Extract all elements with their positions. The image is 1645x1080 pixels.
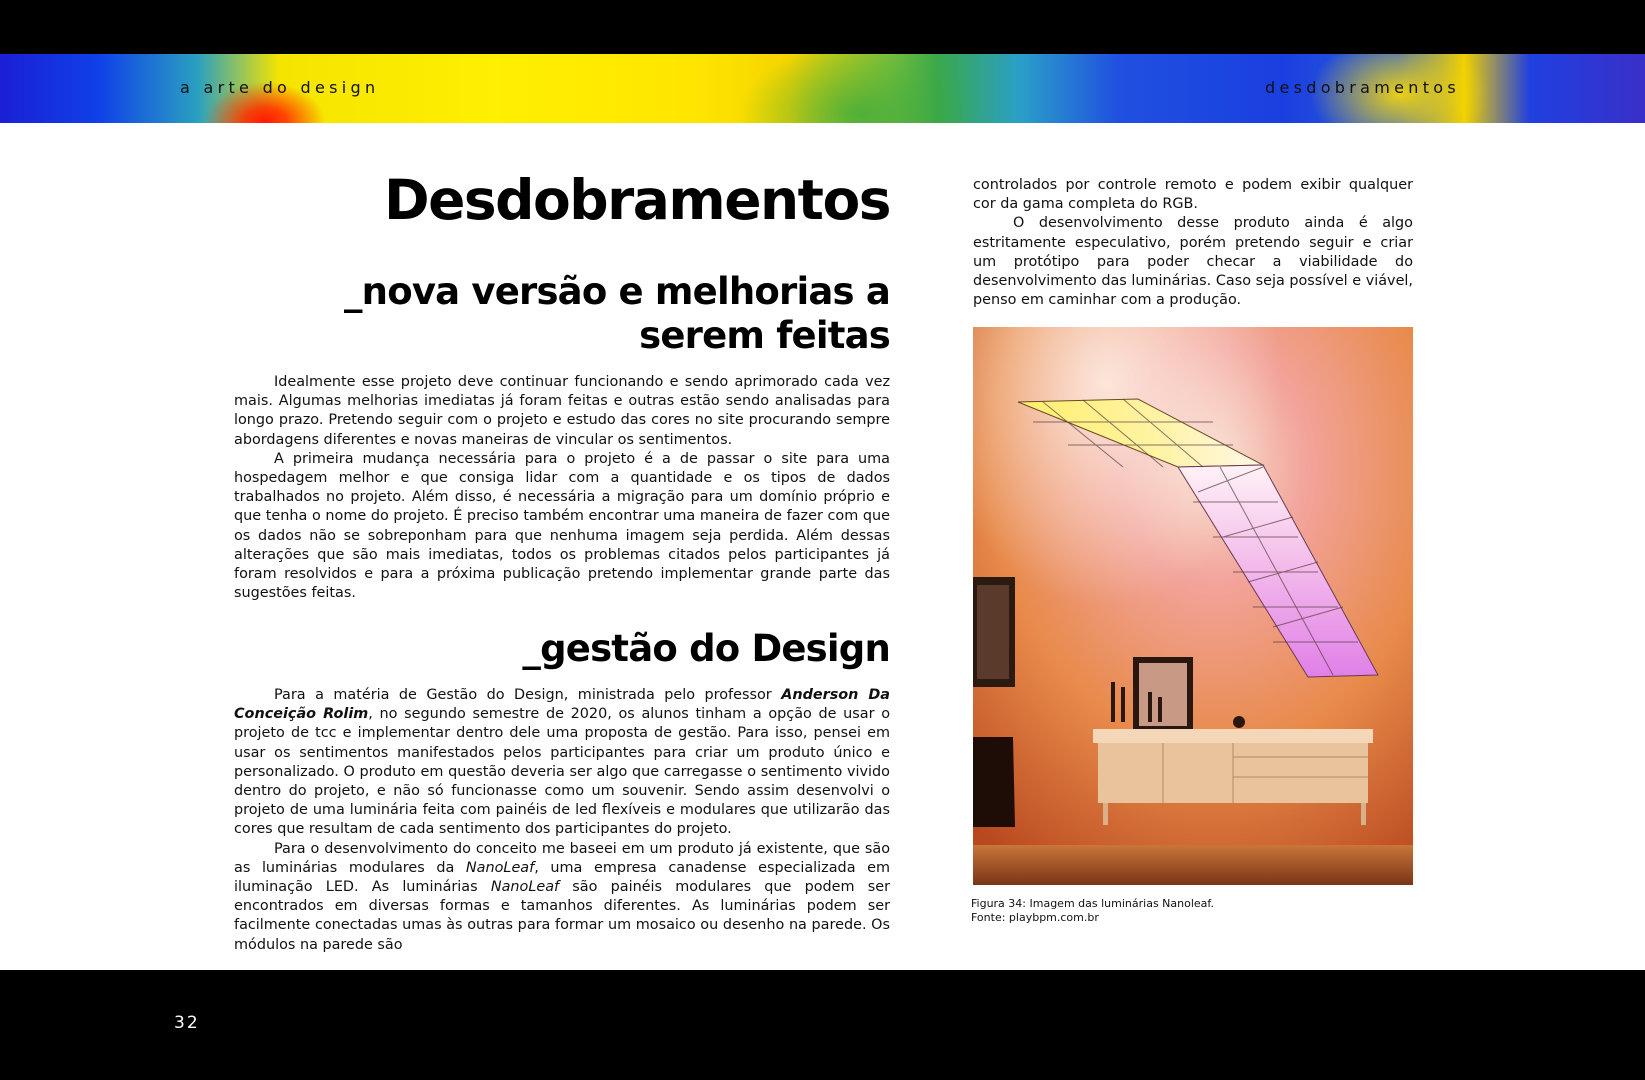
text-run: Para o desenvolvimento do conceito me baseei em um produto já existente, que são as luminárias modulares da [234,840,890,876]
paragraph: A primeira mudança necessária para o projeto é a de passar o site para uma hospedagem melhor e que consiga lidar com a quantidade e os tipos de dados trabalhados no projeto. Além disso, é necessária a migração para um domínio próprio e que tenha o nome do projeto. É preciso também encontrar uma maneira de fazer com que os dados não se sobreponham para que nenhuma imagem seja perdida. Além dessas alterações que são mais imediatas, todos os problemas citados pelos participantes já foram resolvidos e para a próxima publicação pretendo implementar grande parte das sugestões feitas. [234,450,890,602]
paragraph [234,686,890,840]
heading-line-2: serem feitas [639,314,890,357]
page-title: Desdobramentos [383,168,890,232]
nanoleaf-photo [973,327,1413,885]
section-heading-nova-versao [300,270,890,358]
heading-line-1: _nova versão e melhorias a [343,270,890,313]
section2-text [234,686,890,955]
header-left-label: a arte do design [180,78,380,97]
section-heading-gestao: _gestão do Design [522,627,890,670]
brand-name: NanoLeaf [490,879,560,896]
header-right-label: desdobramentos [1265,78,1460,97]
paragraph: Idealmente esse projeto deve continuar funcionando e sendo aprimorado cada vez mais. Algumas melhorias imediatas já foram feitas e outras estão sendo analisadas para longo prazo. Pretendo seguir com o projeto e estudo das cores no site procurando sempre abordagens diferentes e novas maneiras de vincular os sentimentos. [234,374,890,448]
header-gradient-band [0,54,1645,123]
figure-caption [971,897,1214,925]
section1-text [234,373,890,603]
text-run: , no segundo semestre de 2020, os alunos tinham a opção de usar o projeto de tcc e implementar dentro dele uma proposta de gestão. Para isso, pensei em usar os sentimentos manifestados pelos participantes para criar um produto único e personalizado. O produto em questão deveria ser algo que carregasse o sentimento vivido dentro do projeto, e não só funcionasse como um souvenir. Sendo assim desenvolvi o projeto de uma luminária feita com painéis de led flexíveis e modulares que utilizarão das cores que resultam de cada sentimento dos participantes do projeto. [234,706,890,838]
page-number: 32 [174,1013,200,1033]
caption-source: Fonte: playbpm.com.br [971,911,1099,924]
right-column-text [973,176,1413,310]
paragraph [234,840,890,955]
paragraph: controlados por controle remoto e podem exibir qualquer cor da gama completa do RGB. [973,177,1413,213]
text-run: Para a matéria de Gestão do Design, ministrada pelo professor [274,687,782,703]
text-run: são painéis modulares que podem ser encontrados em diversas formas e tamanhos diferentes. As luminárias podem ser facilmente conectadas umas às outras para formar um mosaico ou desenho na parede. Os módulos na parede são [234,879,890,953]
top-black-bar [0,0,1645,54]
professor-name: Anderson Da Conceição Rolim [234,687,890,723]
brand-name: NanoLeaf [465,859,535,876]
paragraph: O desenvolvimento desse produto ainda é algo estritamente especulativo, porém pretendo seguir e criar um protótipo para poder checar a viabilidade do desenvolvimento das luminárias. Caso seja possível e viável, penso em caminhar com a produção. [973,215,1413,309]
bottom-black-bar [0,970,1645,1080]
caption-line: Figura 34: Imagem das luminárias Nanoleaf. [971,897,1214,910]
nanoleaf-photo-illustration [973,327,1413,885]
text-run: , uma empresa canadense especializada em iluminação LED. As luminárias [234,859,891,896]
